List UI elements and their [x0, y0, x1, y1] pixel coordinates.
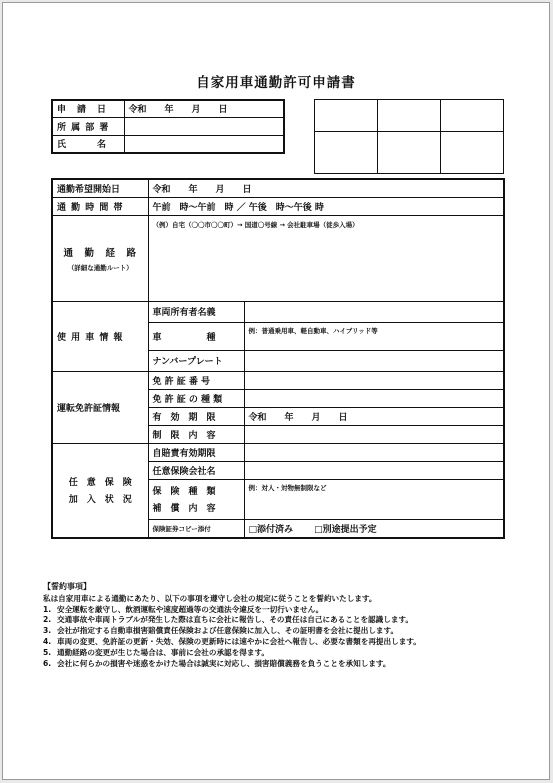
license-label: 運転免許証情報 [52, 371, 148, 443]
pledge-item: 6. 会社に何らかの損害や迷惑をかけた場合は誠実に対応し、損害賠償義務を負うことを承知します。 [43, 658, 391, 668]
coverage-label: 補 償 内 容 [152, 504, 216, 514]
car-type-label: 車 種 [148, 322, 244, 350]
route-field[interactable] [148, 215, 504, 301]
pledge-intro: 私は自家用車による通勤にあたり、以下の事項を遵守し会社の規定に従うことを誓約いたします。 [43, 594, 377, 603]
license-number-field[interactable] [244, 371, 504, 389]
name-field[interactable] [124, 135, 284, 153]
stamp-cell[interactable] [441, 132, 504, 174]
attached-checkbox[interactable]: □添付済み [248, 524, 294, 535]
stamp-header-cell [378, 100, 441, 132]
document-title: 自家用車通勤許可申請書 [196, 75, 356, 91]
insurance-label-cell [52, 443, 148, 538]
approval-stamp-grid [314, 99, 504, 174]
car-type-field[interactable] [244, 322, 504, 350]
dept-field[interactable] [124, 117, 284, 135]
commute-form-table [51, 178, 505, 539]
car-type-example: 例：普通乗用車、軽自動車、ハイブリッド等 [248, 326, 378, 335]
license-type-field[interactable] [244, 389, 504, 407]
date-label: 申 請 日 [52, 100, 124, 117]
dept-label: 所 属 部 署 [52, 117, 124, 135]
time-field[interactable]: 午前 時〜午前 時 ／ 午後 時〜午後 時 [148, 197, 504, 215]
insurer-label: 任意保険会社名 [148, 461, 244, 479]
name-label: 氏 名 [52, 135, 124, 153]
plate-label: ナンバープレート [148, 350, 244, 371]
policy-copy-field [244, 519, 504, 538]
cali-expiry-label: 自賠責有効期限 [148, 443, 244, 461]
pledge-item: 1. 安全運転を厳守し、飲酒運転や速度超過等の交通法令違反を一切行いません。 [43, 604, 324, 614]
start-date-label: 通勤希望開始日 [52, 179, 148, 197]
stamp-header-cell [441, 100, 504, 132]
time-label: 通 勤 時 間 帯 [52, 197, 148, 215]
license-number-label: 免 許 証 番 号 [148, 371, 244, 389]
pledge-item: 2. 交通事故や車両トラブルが発生した際は直ちに会社に報告し、その責任は自己にあることを認識します。 [43, 615, 413, 625]
expiry-field[interactable]: 令和 年 月 日 [244, 407, 504, 425]
submit-later-checkbox[interactable]: □別途提出予定 [314, 524, 377, 535]
route-label: 通 勤 経 路 [63, 247, 137, 259]
insurance-label-line1: 任 意 保 険 [68, 478, 132, 489]
insurance-type-field[interactable] [244, 479, 504, 519]
start-date-field[interactable]: 令和 年 月 日 [148, 179, 504, 197]
route-example: （例）自宅（〇〇市〇〇町）→ 国道〇号線 → 会社駐車場（徒歩入場） [152, 220, 359, 229]
restriction-label: 制 限 内 容 [148, 425, 244, 443]
insurer-field[interactable] [244, 461, 504, 479]
license-type-label: 免 許 証 の 種 類 [148, 389, 244, 407]
pledge-item: 5. 通勤経路の変更が生じた場合は、事前に会社の承認を得ます。 [43, 647, 270, 657]
owner-label: 車両所有者名義 [148, 301, 244, 322]
route-sublabel: （詳細な通勤ルート） [67, 263, 133, 272]
pledge-heading: 【誓約事項】 [43, 582, 91, 591]
pledge-item: 4. 車両の変更、免許証の更新・失効、保険の更新時には速やかに会社へ報告し、必要な書類を再提出します。 [43, 636, 421, 646]
insurance-type-label-cell [148, 479, 244, 519]
insurance-label-line2: 加 入 状 況 [68, 495, 132, 506]
stamp-cell[interactable] [315, 132, 378, 174]
insurance-type-label: 保 険 種 類 [152, 487, 216, 497]
pledge-item: 3. 会社が指定する自動車損害賠償責任保険および任意保険に加入し、その証明書を会社に提出します。 [43, 626, 399, 636]
pledge-section [43, 583, 543, 670]
expiry-label: 有 効 期 限 [148, 407, 244, 425]
date-field[interactable]: 令和 年 月 日 [124, 100, 284, 117]
applicant-table [51, 99, 285, 154]
restriction-field[interactable] [244, 425, 504, 443]
vehicle-label: 使 用 車 情 報 [52, 301, 148, 371]
route-label-cell [52, 215, 148, 301]
insurance-type-example: 例：対人・対物無制限など [248, 483, 327, 492]
owner-field[interactable] [244, 301, 504, 322]
plate-field[interactable] [244, 350, 504, 371]
stamp-header-cell [315, 100, 378, 132]
policy-copy-label: 保険証券コピー添付 [148, 519, 244, 538]
form-page [2, 2, 550, 780]
stamp-cell[interactable] [378, 132, 441, 174]
cali-expiry-field[interactable] [244, 443, 504, 461]
